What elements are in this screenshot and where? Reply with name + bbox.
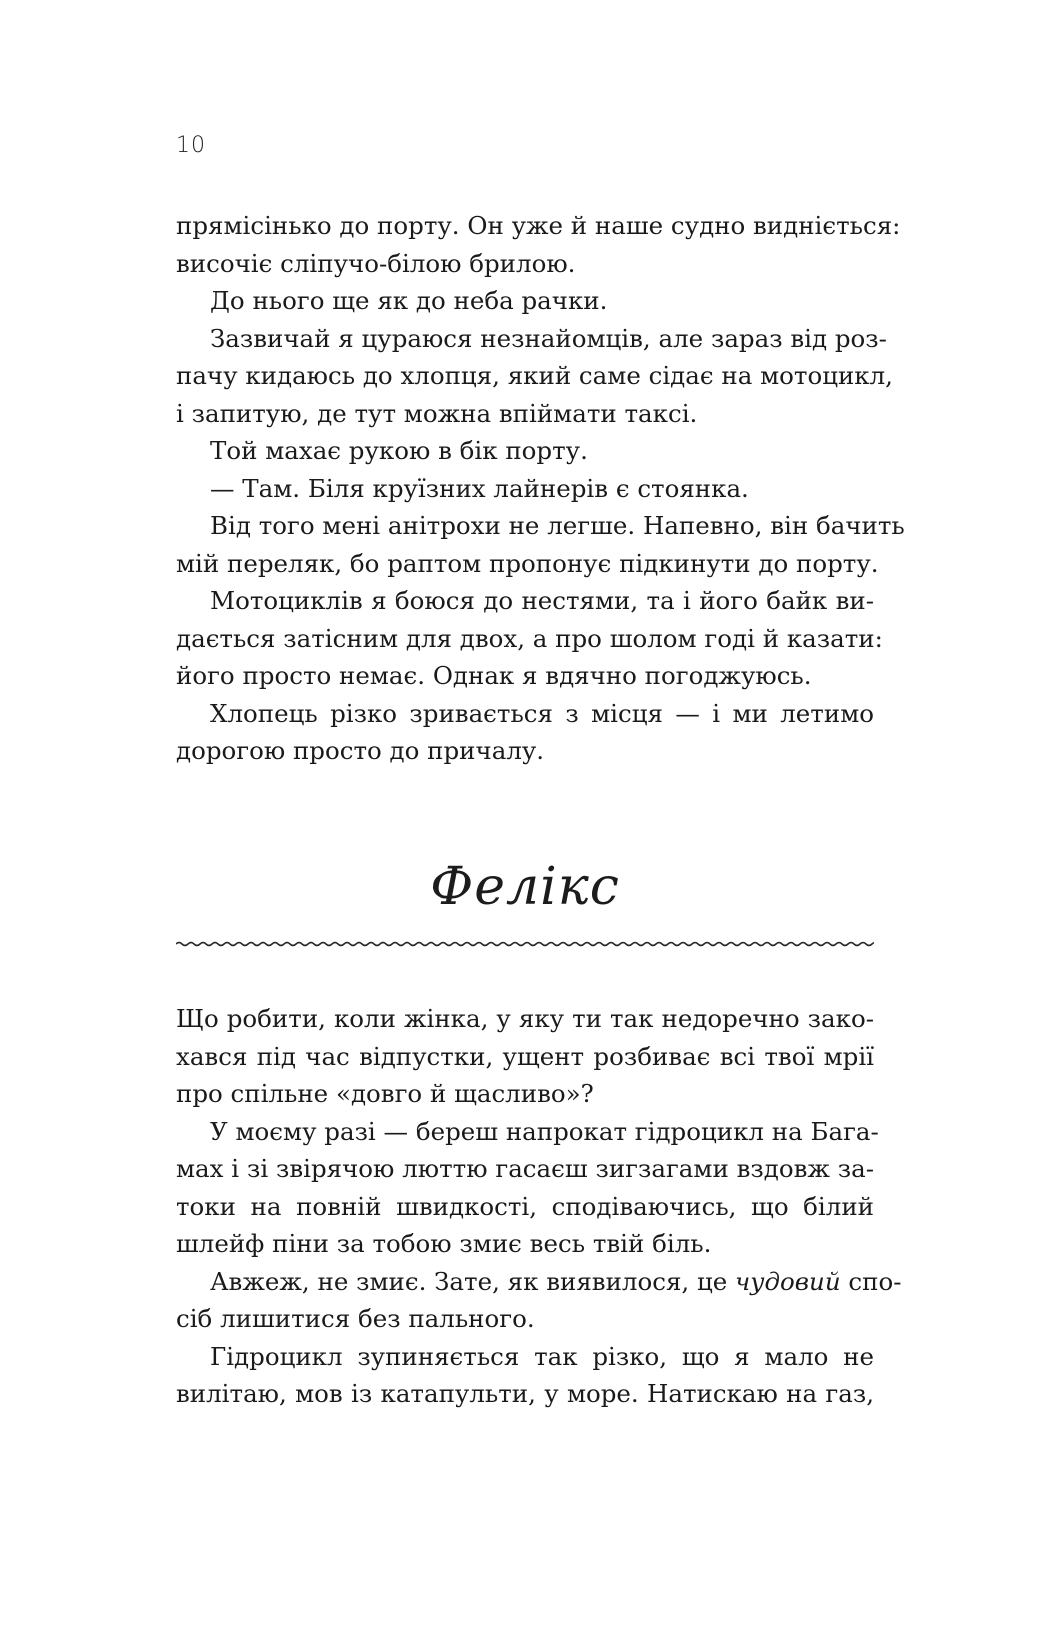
text-line: У моєму разі — береш напрокат гідроцикл на Бага- <box>210 1116 879 1146</box>
text-line: пачу кидаюсь до хлопця, який саме сідає на мотоцикл, <box>176 361 893 390</box>
text-line: мах і зі звірячою люттю гасаєш зигзагами вздовж за- <box>176 1154 874 1183</box>
text-line: і запитую, де тут можна впіймати таксі. <box>176 398 698 428</box>
text-line: мій переляк, бо раптом пропонує підкинути до порту. <box>176 548 879 578</box>
italic-word: чудовий <box>735 1266 841 1296</box>
text-line: дається затісним для двох, а про шолом годі й казати: <box>176 623 883 653</box>
body-text-bottom <box>176 1000 902 1413</box>
text-line: його просто немає. Однак я вдячно погоджуюсь. <box>176 661 812 690</box>
text-line: токи на повній швидкості, сподіваючись, що білий <box>176 1191 874 1221</box>
text-segment: Авжеж, не змиє. Зате, як виявилося, це <box>210 1266 728 1296</box>
text-line: Хлопець різко зривається з місця — і ми летимо <box>210 698 874 728</box>
text-line: сіб лишитися без пального. <box>176 1304 535 1333</box>
text-line: про спільне «довго й щасливо»? <box>176 1079 594 1108</box>
text-line: височіє сліпучо-білою брилою. <box>176 248 576 278</box>
body-text-top <box>176 207 905 770</box>
text-line: До нього ще як до неба рачки. <box>210 286 608 315</box>
text-line: Зазвичай я цураюся незнайомців, але зараз від роз- <box>210 323 887 353</box>
text-segment: спо- <box>848 1266 902 1296</box>
text-line: — Там. Біля круїзних лайнерів є стоянка. <box>210 473 749 503</box>
text-line: вилітаю, мов із катапульти, у море. Натискаю на газ, <box>176 1379 874 1408</box>
text-line: Мотоциклів я боюся до нестями, та і його байк ви- <box>210 586 874 615</box>
chapter-title: Фелікс <box>430 857 620 917</box>
text-line: прямісінько до порту. Он уже й наше судно видніється: <box>176 211 901 240</box>
text-line: Той махає рукою в бік порту. <box>210 436 588 465</box>
text-line: Гідроцикл зупиняється так різко, що я мало не <box>210 1341 874 1371</box>
text-line-mixed <box>176 1263 902 1301</box>
text-line: хався під час відпустки, ущент розбиває всі твої мрії <box>176 1041 874 1071</box>
text-line: шлейф піни за тобою змиє весь твій біль. <box>176 1229 712 1258</box>
text-line: Від того мені анітрохи не легше. Напевно, він бачить <box>210 511 905 540</box>
text-line: Що робити, коли жінка, у яку ти так недоречно зако- <box>176 1004 874 1033</box>
page-number: 10 <box>176 133 206 158</box>
text-line: дорогою просто до причалу. <box>176 736 545 765</box>
wavy-divider <box>176 936 874 952</box>
